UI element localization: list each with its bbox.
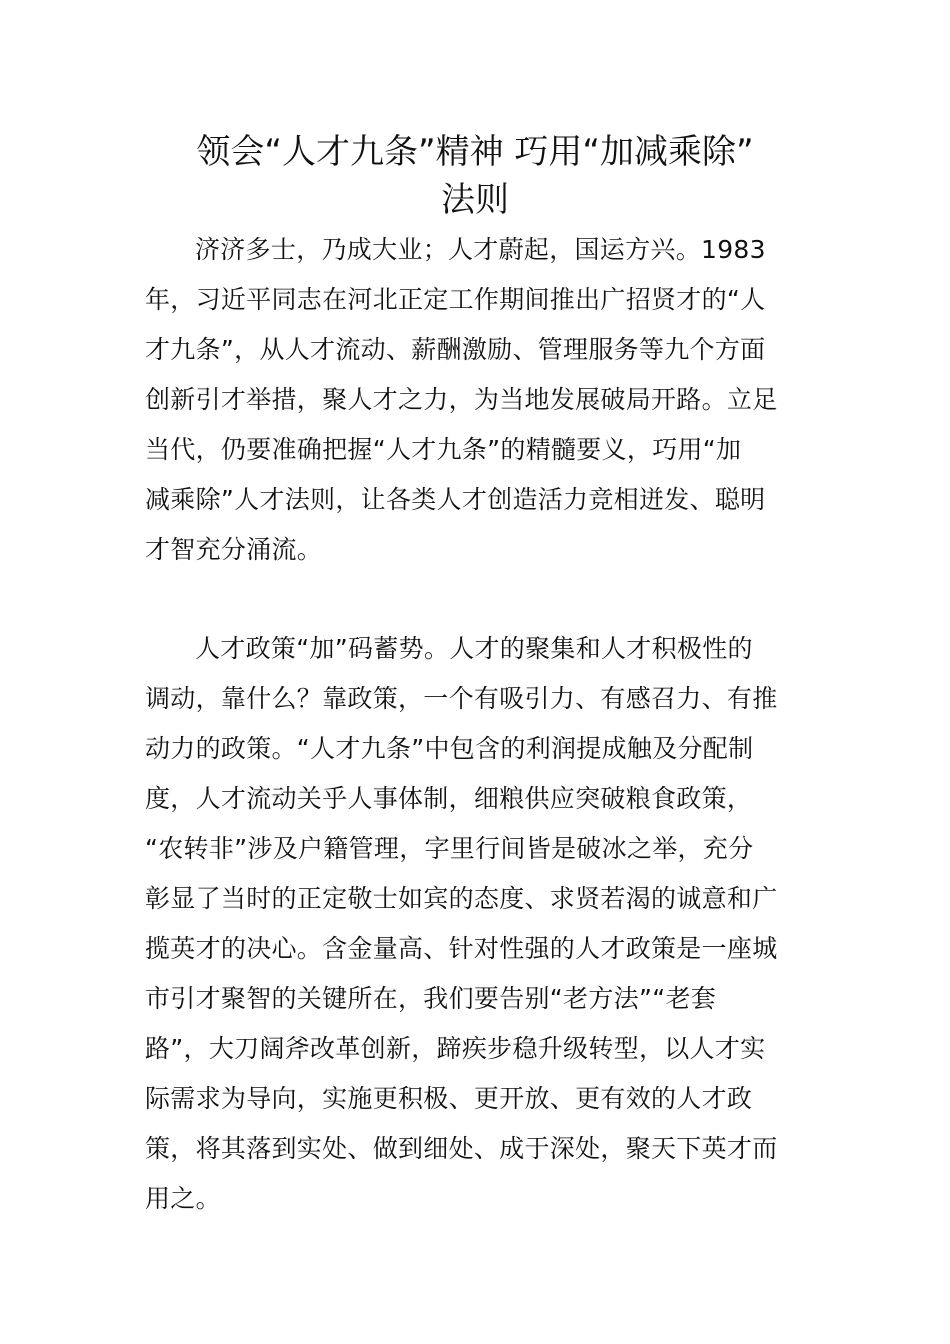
paragraph-line: 动力的政策。“人才九条”中包含的利润提成触及分配制	[145, 734, 754, 763]
paragraph-line: 减乘除”人才法则，让各类人才创造活力竞相迸发、聪明	[145, 485, 766, 514]
paragraph-line: 才九条”，从人才流动、薪酬激励、管理服务等九个方面	[145, 335, 766, 364]
paragraph-line: 创新引才举措，聚人才之力，为当地发展破局开路。立足	[145, 385, 778, 414]
paragraph-line: 调动，靠什么？靠政策，一个有吸引力、有感召力、有推	[145, 684, 778, 713]
paragraph-line: 际需求为导向，实施更积极、更开放、更有效的人才政	[145, 1084, 753, 1113]
paragraph-line: 人才政策“加”码蓄势。人才的聚集和人才积极性的	[195, 634, 753, 663]
paragraph-line: 策，将其落到实处、做到细处、成于深处，聚天下英才而	[145, 1134, 778, 1163]
paragraph-line: 彰显了当时的正定敬士如宾的态度、求贤若渴的诚意和广	[145, 884, 778, 913]
paragraph-line: “农转非”涉及户籍管理，字里行间皆是破冰之举，充分	[145, 834, 754, 863]
paragraph-line: 用之。	[145, 1184, 221, 1213]
paragraph-line: 市引才聚智的关键所在，我们要告别“老方法”“老套	[145, 984, 717, 1013]
paragraph-line: 路”，大刀阔斧改革创新，蹄疾步稳升级转型，以人才实	[145, 1034, 766, 1063]
paragraph-line: 才智充分涌流。	[145, 535, 323, 564]
title-line-2: 法则	[441, 180, 509, 220]
paragraph-line: 年，习近平同志在河北正定工作期间推出广招贤才的“人	[145, 285, 766, 314]
document-title	[140, 128, 810, 224]
paragraph-line: 度，人才流动关乎人事体制，细粮供应突破粮食政策，	[145, 784, 753, 813]
paragraph-line: 济济多士，乃成大业；人才蔚起，国运方兴。1983	[195, 235, 766, 264]
title-line-1: 领会“人才九条”精神 巧用“加减乘除”	[196, 132, 754, 172]
paragraph-intro	[145, 225, 810, 575]
paragraph-policy-add	[145, 624, 810, 1224]
paragraph-line: 揽英才的决心。含金量高、针对性强的人才政策是一座城	[145, 934, 778, 963]
paragraph-line: 当代，仍要准确把握“人才九条”的精髓要义，巧用“加	[145, 435, 742, 464]
